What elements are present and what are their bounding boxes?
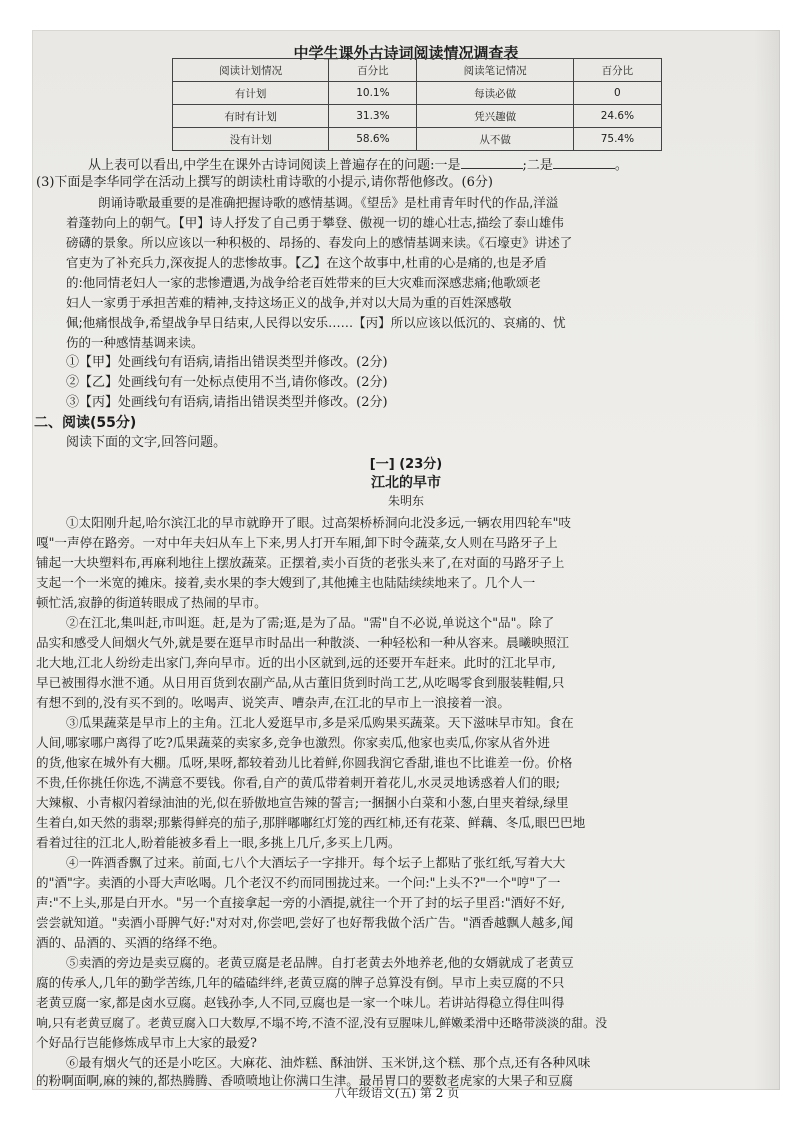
page-footer: 八年级语文(五) 第 2 页 [334, 1086, 460, 1100]
question-2-line [88, 156, 628, 175]
table-row [173, 105, 662, 128]
article-line: 不贵,任你挑任你选,不满意不要钱。你看,自产的黄瓜带着刺开着花儿,水灵灵地诱惑着人们的眼; [36, 775, 561, 790]
section-heading: 二、阅读(55分) [34, 415, 137, 431]
table-header-cell: 阅读笔记情况 [417, 59, 573, 82]
question-2-sep: ;二是 [522, 158, 553, 173]
article-title: 江北的早市 [371, 475, 441, 491]
article-line: ⑥最有烟火气的还是小吃区。大麻花、油炸糕、酥油饼、玉米饼,这个糕、那个点,还有各种风味 [66, 1055, 591, 1070]
table-cell: 58.6% [329, 128, 417, 151]
tip-line: 朗诵诗歌最重要的是准确把握诗歌的感情基调。《望岳》是杜甫青年时代的作品,洋溢 [98, 195, 559, 210]
survey-table [172, 58, 662, 151]
page-edge-shadow [754, 30, 780, 1090]
article-line: 生着白,如天然的翡翠;那紫得鲜亮的茄子,那胖嘟嘟红灯笼的西红柿,还有花菜、鲜藕、冬瓜,眼巴巴地 [36, 815, 586, 830]
article-line: 个好品行岂能修炼成早市上大家的最爱? [36, 1035, 257, 1050]
article-line: ①太阳刚升起,哈尔滨江北的早市就睁开了眼。过高架桥桥洞向北没多远,一辆农用四轮车"吱 [66, 515, 571, 530]
answer-blank-1[interactable] [461, 156, 523, 169]
question-3-prompt: (3)下面是李华同学在活动上撰写的朗读杜甫诗歌的小提示,请你帮他修改。(6分) [36, 175, 493, 190]
table-cell: 有时有计划 [173, 105, 329, 128]
table-header-cell: 百分比 [573, 59, 661, 82]
article-line: 顿忙活,寂静的街道转眼成了热闹的早市。 [36, 595, 267, 610]
table-cell: 从不做 [417, 128, 573, 151]
table-cell: 凭兴趣做 [417, 105, 573, 128]
article-line: 早已被围得水泄不通。从日用百货到农副产品,从古董旧货到时尚工艺,从吃喝零食到服装鞋帽,只 [36, 675, 565, 690]
table-cell: 75.4% [573, 128, 661, 151]
article-line: 的货,他家在城外有大棚。瓜呀,果呀,都较着劲儿比着鲜,你圆我润它香甜,谁也不比谁差一份。价格 [36, 755, 573, 770]
tip-line: 磅礴的景象。所以应该以一种积极的、昂扬的、春发向上的感情基调来读。《石壕吏》讲述了 [66, 235, 573, 250]
table-cell: 0 [573, 82, 661, 105]
article-author: 朱明东 [387, 494, 424, 508]
article-line: 北大地,江北人纷纷走出家门,奔向早市。近的出小区就到,远的还要开车赶来。此时的江北早市, [36, 655, 556, 670]
table-header-cell: 阅读计划情况 [173, 59, 329, 82]
article-line: 酒的、品酒的、买酒的络绎不绝。 [36, 935, 225, 950]
tip-line: 佩;他痛恨战争,希望战争早日结束,人民得以安乐……【丙】所以应该以低沉的、哀痛的、忧 [66, 315, 566, 330]
tip-line: 的:他同情老妇人一家的悲惨遭遇,为战争给老百姓带来的巨大灾难而深感悲痛;他歌颂老 [66, 275, 541, 290]
article-line: 铺起一大块塑料布,再麻利地往上摆放蔬菜。正摆着,卖小百货的老张头来了,在对面的马路牙子上 [36, 555, 565, 570]
table-cell: 10.1% [329, 82, 417, 105]
article-line: ⑤卖酒的旁边是卖豆腐的。老黄豆腐是老品牌。自打老黄去外地养老,他的女婿就成了老黄豆 [66, 955, 574, 970]
section-instruction: 阅读下面的文字,回答问题。 [66, 435, 227, 450]
tip-line: 伤的一种感情基调来读。 [66, 335, 204, 350]
tip-line: 妇人一家勇于承担苦难的精神,支持这场正义的战争,并对以大局为重的百姓深感敬 [66, 295, 512, 310]
article-line: 人间,哪家哪户离得了吃?瓜果蔬菜的卖家多,竞争也激烈。你家卖瓜,他家也卖瓜,你家从省外进 [36, 735, 550, 750]
article-line: 支起一个一米宽的摊床。接着,卖水果的李大嫂到了,其他摊主也陆陆续续地来了。几个人一 [36, 575, 536, 590]
question-2-end: 。 [614, 158, 628, 173]
part-label: [一] (23分) [369, 457, 443, 472]
table-cell: 每读必做 [417, 82, 573, 105]
article-line: 的粉啊面啊,麻的辣的,都热腾腾、香喷喷地让你满口生津。最吊胃口的要数老虎家的大果子和豆腐 [36, 1073, 573, 1088]
tip-line: 着蓬勃向上的朝气。【甲】诗人抒发了自己勇于攀登、傲视一切的雄心壮志,描绘了泰山雄伟 [66, 215, 564, 230]
table-header-cell: 百分比 [329, 59, 417, 82]
table-title: 中学生课外古诗词阅读情况调查表 [293, 44, 519, 62]
article-line: 看着过往的江北人,盼着能被多看上一眼,多挑上几斤,多买上几两。 [36, 835, 401, 850]
answer-blank-2[interactable] [553, 156, 615, 169]
table-cell: 没有计划 [173, 128, 329, 151]
table-cell: 31.3% [329, 105, 417, 128]
article-line: 嘎"一声停在路旁。一对中年夫妇从车上下来,男人打开车厢,卸下时令蔬菜,女人则在马路牙子上 [36, 535, 558, 550]
table-cell: 有计划 [173, 82, 329, 105]
table-header-row [173, 59, 662, 82]
article-line: 腐的传承人,几年的勤学苦练,几年的磕磕绊绊,老黄豆腐的牌子总算没有倒。早市上卖豆腐的不只 [36, 975, 565, 990]
sub-question: ①【甲】处画线句有语病,请指出错误类型并修改。(2分) [66, 355, 388, 370]
article-line: 的"酒"字。卖酒的小哥大声吆喝。几个老汉不约而同围拢过来。一个问:"上头不?"一个"哼"了一 [36, 875, 561, 890]
article-line: ④一阵酒香飘了过来。前面,七八个大酒坛子一字排开。每个坛子上都贴了张红纸,写着大大 [66, 855, 566, 870]
article-line: 大辣椒、小青椒闪着绿油油的光,似在骄傲地宣告辣的誓言;一捆捆小白菜和小葱,白里夹着绿,绿里 [36, 795, 569, 810]
table-cell: 24.6% [573, 105, 661, 128]
photo-page [32, 30, 780, 1090]
tip-line: 官吏为了补充兵力,深夜捉人的悲惨故事。【乙】在这个故事中,杜甫的心是痛的,也是矛盾 [66, 255, 547, 270]
table-row [173, 82, 662, 105]
article-line: ②在江北,集叫赶,市叫逛。赶,是为了需;逛,是为了品。"需"自不必说,单说这个"品"。除了 [66, 615, 555, 630]
article-line: 有想不到的,没有买不到的。吆喝声、说笑声、嘈杂声,在江北的早市上一浪接着一浪。 [36, 695, 510, 710]
article-line: 声:"不上头,那是白开水。"另一个直接拿起一旁的小酒提,就往一个开了封的坛子里舀:"酒好不好, [36, 895, 566, 910]
sub-question: ③【丙】处画线句有语病,请指出错误类型并修改。(2分) [66, 395, 388, 410]
sub-question: ②【乙】处画线句有一处标点使用不当,请你修改。(2分) [66, 375, 388, 390]
article-line: 老黄豆腐一家,都是卤水豆腐。赵钱孙李,人不同,豆腐也是一家一个味儿。若讲站得稳立得住叫得 [36, 995, 565, 1010]
article-line: 尝尝就知道。"卖酒小哥脾气好:"对对对,你尝吧,尝好了也好帮我做个活广告。"酒香越飘人越多,闻 [36, 915, 574, 930]
article-line: ③瓜果蔬菜是早市上的主角。江北人爱逛早市,多是采瓜购果买蔬菜。天下滋味早市知。食在 [66, 715, 574, 730]
article-line: 响,只有老黄豆腐了。老黄豆腐入口大数厚,不塌不垮,不渣不涩,没有豆腥味儿,鲜嫩柔滑中还略带淡淡的甜。没 [36, 1016, 608, 1030]
table-row [173, 128, 662, 151]
article-line: 品实和感受人间烟火气外,就是要在逛早市时品出一种散淡、一种轻松和一种从容来。晨曦映照江 [36, 635, 569, 650]
question-2-text: 从上表可以看出,中学生在课外古诗词阅读上普遍存在的问题:一是 [88, 158, 461, 173]
